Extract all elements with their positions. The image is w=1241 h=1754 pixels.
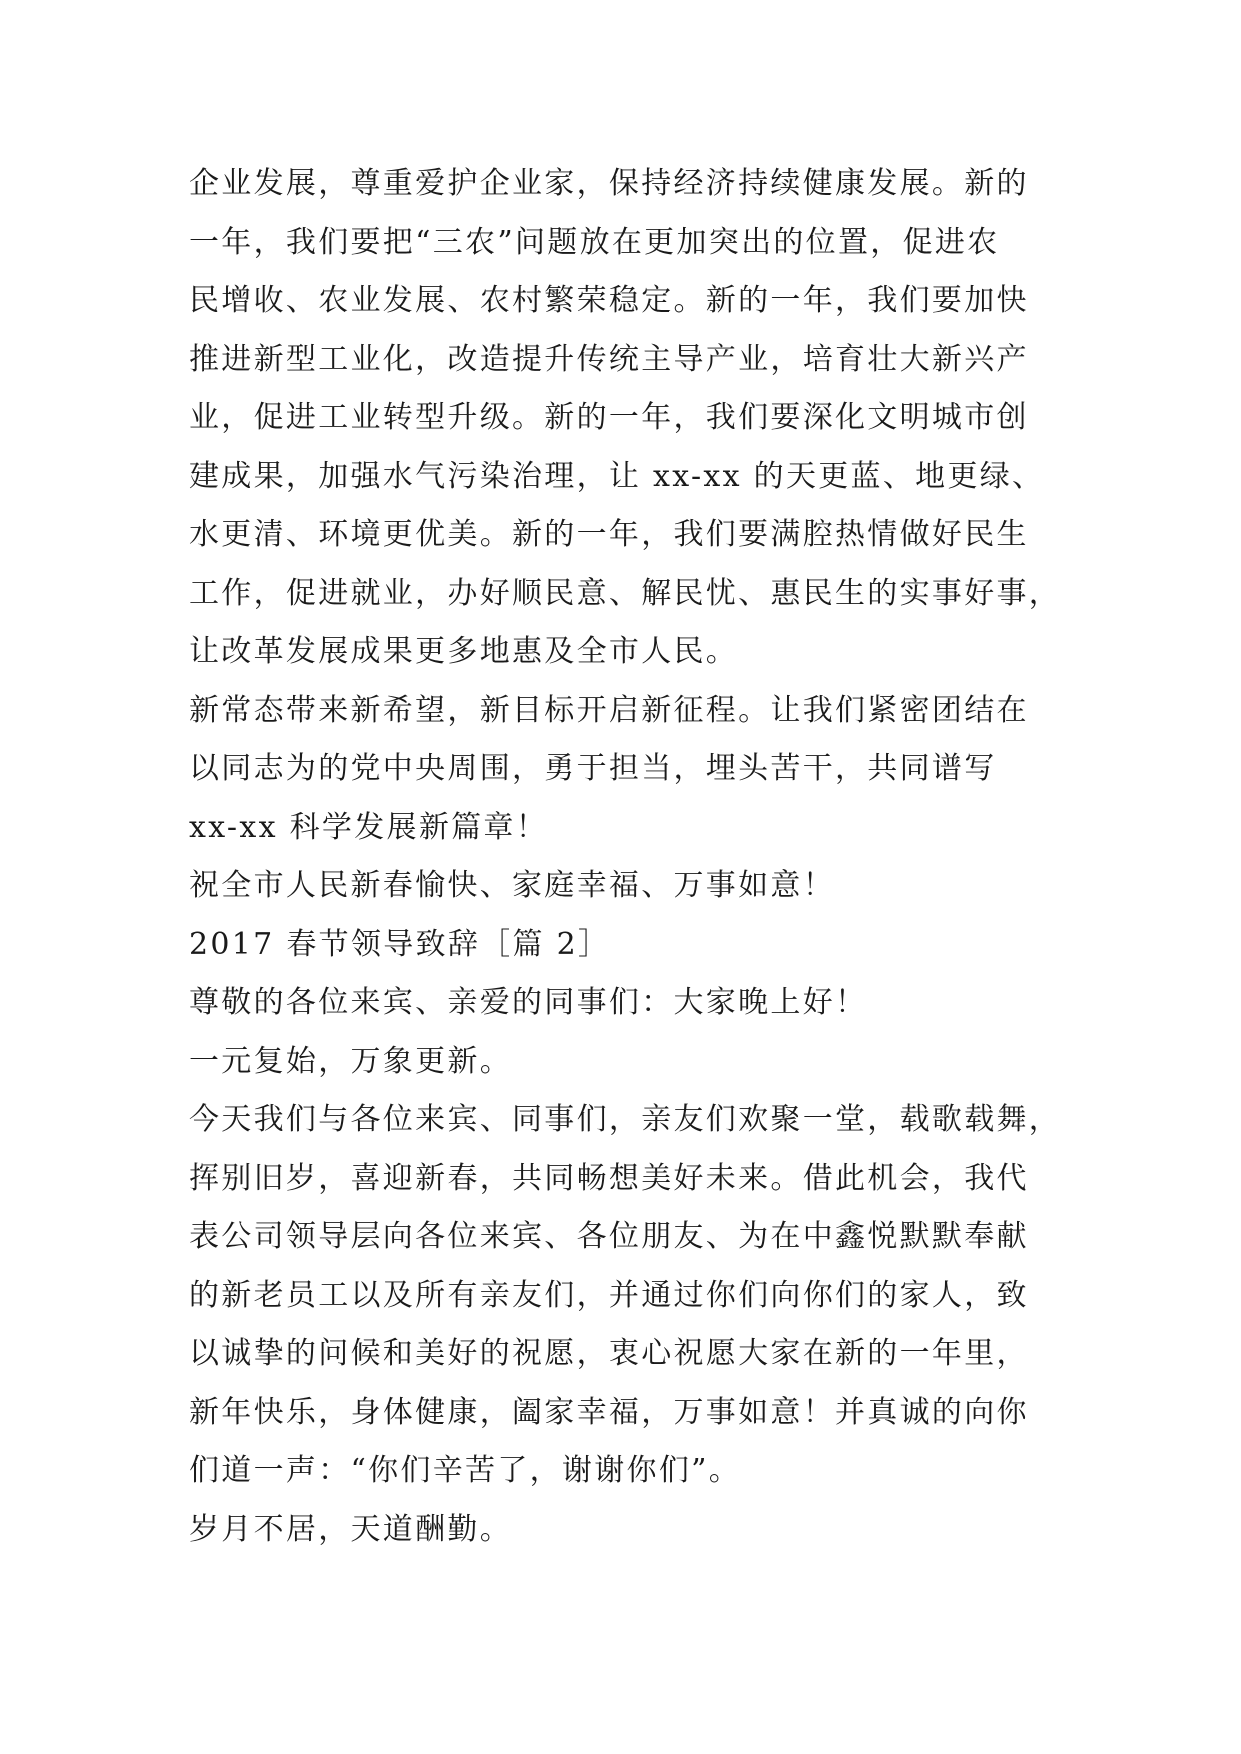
text-line: 水更清、环境更优美。新的一年，我们要满腔热情做好民生 [189,517,1029,552]
text-line: 企业发展，尊重爱护企业家，保持经济持续健康发展。新的 [189,166,1029,201]
text-line: 岁月不居，天道酬勤。 [189,1511,512,1547]
text-line: 民增收、农业发展、农村繁荣稳定。新的一年，我们要加快 [189,283,1029,318]
text-line: 以同志为的党中央周围，勇于担当，埋头苦干，共同谱写 [189,751,997,786]
text-line: 以诚挚的问候和美好的祝愿，衷心祝愿大家在新的一年里， [189,1336,1029,1371]
text-line: 的新老员工以及所有亲友们，并通过你们向你们的家人，致 [189,1277,1029,1313]
document-body [189,155,1069,1559]
text-line: 新年快乐，身体健康，阖家幸福，万事如意！并真诚的向你 [189,1394,1029,1430]
text-line: 一年，我们要把“三农”问题放在更加突出的位置，促进农 [189,224,1000,260]
text-line: xx-xx 科学发展新篇章！ [189,809,549,845]
text-line: 新常态带来新希望，新目标开启新征程。让我们紧密团结在 [189,692,1029,728]
text-line: 们道一声：“你们辛苦了，谢谢你们”。 [189,1453,742,1488]
text-line: 尊敬的各位来宾、亲爱的同事们：大家晚上好！ [189,985,868,1020]
text-line: 一元复始，万象更新。 [189,1043,512,1079]
text-line: 工作，促进就业，办好顺民意、解民忧、惠民生的实事好事， [189,575,1062,611]
text-line: 让改革发展成果更多地惠及全市人民。 [189,634,739,669]
text-line: 业，促进工业转型升级。新的一年，我们要深化文明城市创 [189,400,1029,435]
text-line: 挥别旧岁，喜迎新春，共同畅想美好未来。借此机会，我代 [189,1160,1029,1196]
text-line: 推进新型工业化，改造提升传统主导产业，培育壮大新兴产 [189,341,1029,377]
text-line: 今天我们与各位来宾、同事们，亲友们欢聚一堂，载歌载舞， [189,1102,1062,1137]
text-line: 建成果，加强水气污染治理，让 xx-xx 的天更蓝、地更绿、 [189,458,1045,494]
section-heading: 2017 春节领导致辞［篇 2］ [189,926,611,962]
text-line: 祝全市人民新春愉快、家庭幸福、万事如意！ [189,868,835,903]
text-line: 表公司领导层向各位来宾、各位朋友、为在中鑫悦默默奉献 [189,1219,1029,1254]
